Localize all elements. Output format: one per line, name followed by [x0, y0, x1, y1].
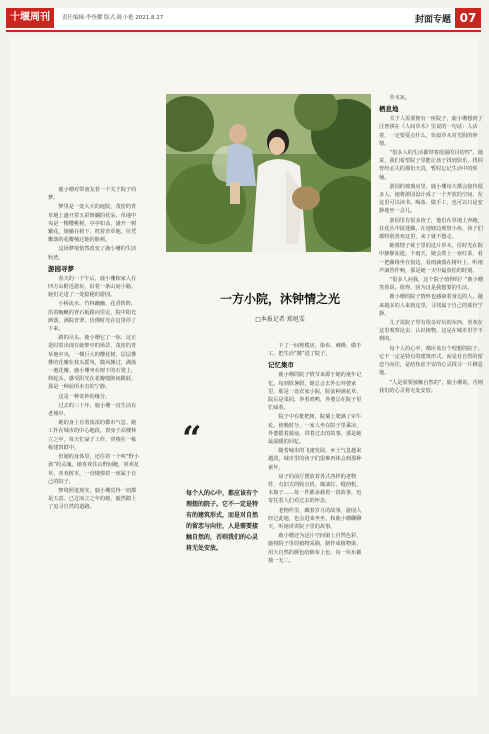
paragraph: 院子中有枇杷树，院墙上爬满了牵牛花。傍晚时分，一家人坐在院子里乘凉，外婆摇着蒲扇，讲着过去的故事，那是她最温暖的回忆。: [268, 414, 362, 446]
paragraph: 老物件里，藏着岁月的故事，游园人经过此地，也会进来坐坐，和鹿小珊聊聊天，听她讲讲院子里的故事。: [268, 507, 362, 531]
paragraph: 草木灰。: [389, 95, 411, 101]
middle-column: [268, 342, 366, 727]
right-column: [379, 94, 483, 734]
left-column: [48, 186, 140, 726]
paragraph: 房子的前厅摆放着各式各样的老物件，有旧式的收音机、煤油灯、缝纫机、木箱子……每一件都承载着一段故事，也寄托着人们对过去的怀念。: [268, 473, 362, 505]
paragraph: “人是需要接触自然的”，鹿小珊说，否则我们的心灵将无处安放。: [379, 379, 483, 394]
pull-quote: 每个人的心中，都应该有个理想的院子。它不一定是特有的建筑形式，而是对自然的留恋与向往，人是需要接触自然的，否则我们的心灵将无处安放。: [186, 490, 259, 552]
paragraph: 游园的玻璃房里，鹿小珊每天都会接待很多人。她将游园设计成了一个开放的空间，在这里可以读书、喝茶、做手工，也可以只是安静地坐一会儿。: [379, 183, 483, 215]
paragraph: “很多人的生活都带着很强的目的性”，她说，我们希望院子里能让孩子找到快乐，找回曾经丢失的那份天真，暂时忘记生活中的烦恼。: [379, 150, 483, 181]
paragraph: 关于人需要拥有一座院子，鹿小珊想到了汪曾祺在《人间草木》里说的一句话：人活着，一定要爱点什么，恰似草木对光阴的钟情。: [379, 116, 483, 147]
masthead: 十堰周刊: [6, 8, 54, 28]
paragraph: 梦境照进现实，鹿小珊觉得一切都是天意。已过而立之年的她，毅然踏上了追寻自然的道路。: [48, 487, 137, 511]
paragraph: 但她的身体里，还住着一个叫“野小孩”的灵魂。她喜欢往山野间跑，喜欢花草、喜欢树木，一直憧憬着一座属于自己的院子。: [48, 454, 139, 485]
paragraph: 游园里有很多孩子，他们在草地上奔跑，在花丛中捉迷藏，在池塘边观察小鱼，孩子们都特别喜欢这里，来了就不想走。: [379, 217, 483, 241]
paragraph: 鹿小珊对带童友着一个关于院子的梦。: [48, 187, 137, 202]
subheading: 记忆集市: [268, 361, 294, 370]
page-header: [6, 8, 481, 32]
subheading: 游园寻梦: [48, 264, 74, 273]
paragraph: 过去的三十年，鹿小珊一直生活在老城中。: [48, 402, 137, 418]
quote-mark-icon: “: [182, 419, 202, 459]
article-frame: [10, 36, 483, 696]
subheading: 栖息地: [379, 105, 399, 114]
paragraph: 她的身上有着浓浓的都市气息。她工作在城市的中心地段，置身于高楼林立之中，每天忙碌于工作，穿梭在一栋栋建筑群中。: [48, 420, 137, 451]
article-photo: [166, 94, 371, 252]
page-number: 07: [455, 8, 481, 28]
paragraph: 这场梦境悄然改变了鹿小珊的生活轨迹。: [48, 246, 137, 261]
mother-child-garden-photo: [166, 94, 371, 252]
article-byline: □本报记者 郑旭雯: [255, 316, 305, 323]
paragraph: 下了一间规模房，染布、刺绣、做手工，把生活“搬”进了院子。: [268, 343, 362, 358]
paragraph: 每个人的心中，都应该有个理想的院子。它不一定是特有的建筑形式，而是对自然的留恋与向往，是给焦虑不安的心灵找寻一片栖息地。: [379, 345, 483, 377]
paragraph: 路的尽头，鹿小珊它了一惊，这正是时常出现在她梦中的场景。茂密的青草地中央，一棵巨大的樱花树，层层叠叠的花瓣在枝头摇曳，微风拂过，满落一地花瓣。鹿小珊坐在树下的石凳上，仰起头，感受阳光在花瓣缝隙间跳跃，那是一种前所未有的宁静。: [48, 335, 137, 391]
paragraph: 梦里是一处大大的庭院，茂密的青草地上盛开着五彩斑斓的花朵，草地中央是一棵樱桃树，亭亭如盖，盛开一树繁花，她躺在树下，枕着青草地，任凭飘落的花瓣掩过她的脸颊。: [48, 204, 137, 244]
paragraph: 这是一种奇妙的缘分。: [58, 393, 111, 400]
paragraph: 春天的一个午后，鹿小珊和家人在四方山附近游玩，沿着一条山间小路，她们走进了一处隐秘的游园。: [48, 275, 137, 299]
paragraph: 她将情子视于里的这片草木，任时光在院中静静流逝。下雨天，她会煮上一壶红茶，看一把藤椅坐在窗边，看雨滴落在树叶上，听雨声滴答作响，那是她一天中最放松的时刻。: [379, 243, 483, 274]
paragraph: “很多人问我，这个院子值得吗？”鹿小珊笑着说，值得，因为这是我想要的生活。: [379, 277, 483, 292]
article-title: 一方小院，沐钟情之光: [219, 292, 340, 306]
paragraph: 小桥流水、竹林幽幽、花香阵阵，沿着蜿蜒的青石板路向里走，院中阳光洒落，满院青翠，仿佛时光在这里停了下来。: [48, 301, 137, 333]
paragraph: 鹿小珊还为这片空间染上自然色彩，她将院子里的植物采摘，制作成植物染，用大自然的颜色给棉布上色，每一块布都独一无二。: [268, 533, 362, 564]
section-title: 封面专题: [414, 15, 451, 25]
paragraph: 鹿小珊的院子情怀也感染着身边的人，越来越多的人来到这里，寻找属于自己的那份宁静。: [379, 294, 483, 317]
paragraph: 儿子说院子里有很多好玩的东西，喜欢在这里观察昆虫、认识植物，这是在城市里学不到的。: [379, 320, 483, 343]
editor-credits: 责任编辑:李登耀 版式:陈小艳 2021.8.27: [62, 15, 164, 21]
paragraph: 鹿小珊的院子情节来源于她的童年记忆。每到放暑假，她总会去外公外婆家里，那是一处农家小院，院前种满花草，院后是菜园，养着鸡鸭，外婆总在院子里忙碌着。: [268, 372, 362, 412]
paragraph: 随着城市的飞速发展，乡土气息越来越淡，城市里的孩子们很难再体会到那种童年。: [268, 448, 362, 471]
